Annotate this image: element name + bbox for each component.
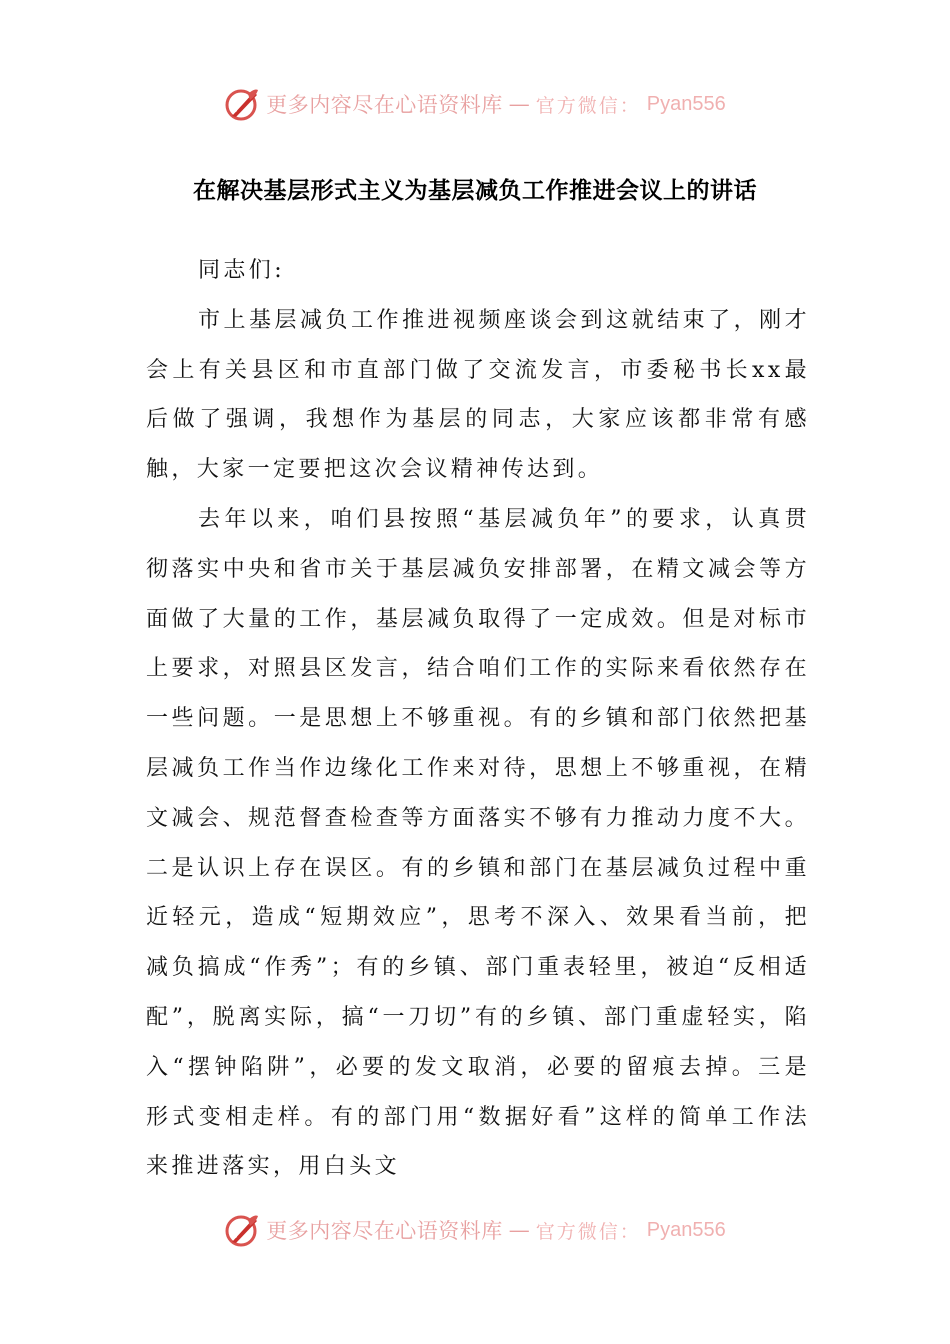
- body-paragraph: 市上基层减负工作推进视频座谈会到这就结束了，刚才会上有关县区和市直部门做了交流发言，市委秘书长xx最后做了强调，我想作为基层的同志，大家应该都非常有感触，大家一定要把这次会议精神传达到。: [146, 307, 810, 483]
- salutation-paragraph: 同志们:: [198, 258, 286, 283]
- footer-banner: [0, 1208, 950, 1252]
- header-banner: [0, 82, 950, 126]
- quill-logo-icon: [224, 1212, 260, 1248]
- quill-logo-icon: [224, 86, 260, 122]
- header-separator: —: [508, 92, 530, 116]
- document-body: [146, 246, 810, 1192]
- document-title: 在解决基层形式主义为基层减负工作推进会议上的讲话: [193, 177, 757, 204]
- header-brand-text: 更多内容尽在心语资料库: [266, 93, 503, 117]
- footer-wechat-label: 官方微信：: [535, 1220, 641, 1243]
- footer-separator: —: [508, 1218, 530, 1242]
- header-wechat-id: Pyan556: [646, 92, 726, 115]
- header-wechat-label: 官方微信：: [535, 94, 641, 117]
- footer-brand-text: 更多内容尽在心语资料库: [266, 1219, 503, 1243]
- footer-wechat-id: Pyan556: [646, 1218, 726, 1241]
- body-paragraph: 去年以来，咱们县按照“基层减负年”的要求，认真贯彻落实中央和省市关于基层减负安排部署，在精文减会等方面做了大量的工作，基层减负取得了一定成效。但是对标市上要求，对照县区发言，结合咱们工作的实际来看依然存在一些问题。一是思想上不够重视。有的乡镇和部门依然把基层减负工作当作边缘化工作来对待，思想上不够重视，在精文减会、规范督查检查等方面落实不够有力推动力度不大。二是认识上存在误区。有的乡镇和部门在基层减负过程中重近轻元，造成“短期效应”，思考不深入、效果看当前，把减负搞成“作秀”；有的乡镇、部门重表轻里，被迫“反相适配”，脱离实际，搞“一刀切”有的乡镇、部门重虚轻实，陷入“摆钟陷阱”，必要的发文取消，必要的留痕去掉。三是形式变相走样。有的部门用“数据好看”这样的简单工作法来推进落实，用白头文: [146, 506, 810, 1180]
